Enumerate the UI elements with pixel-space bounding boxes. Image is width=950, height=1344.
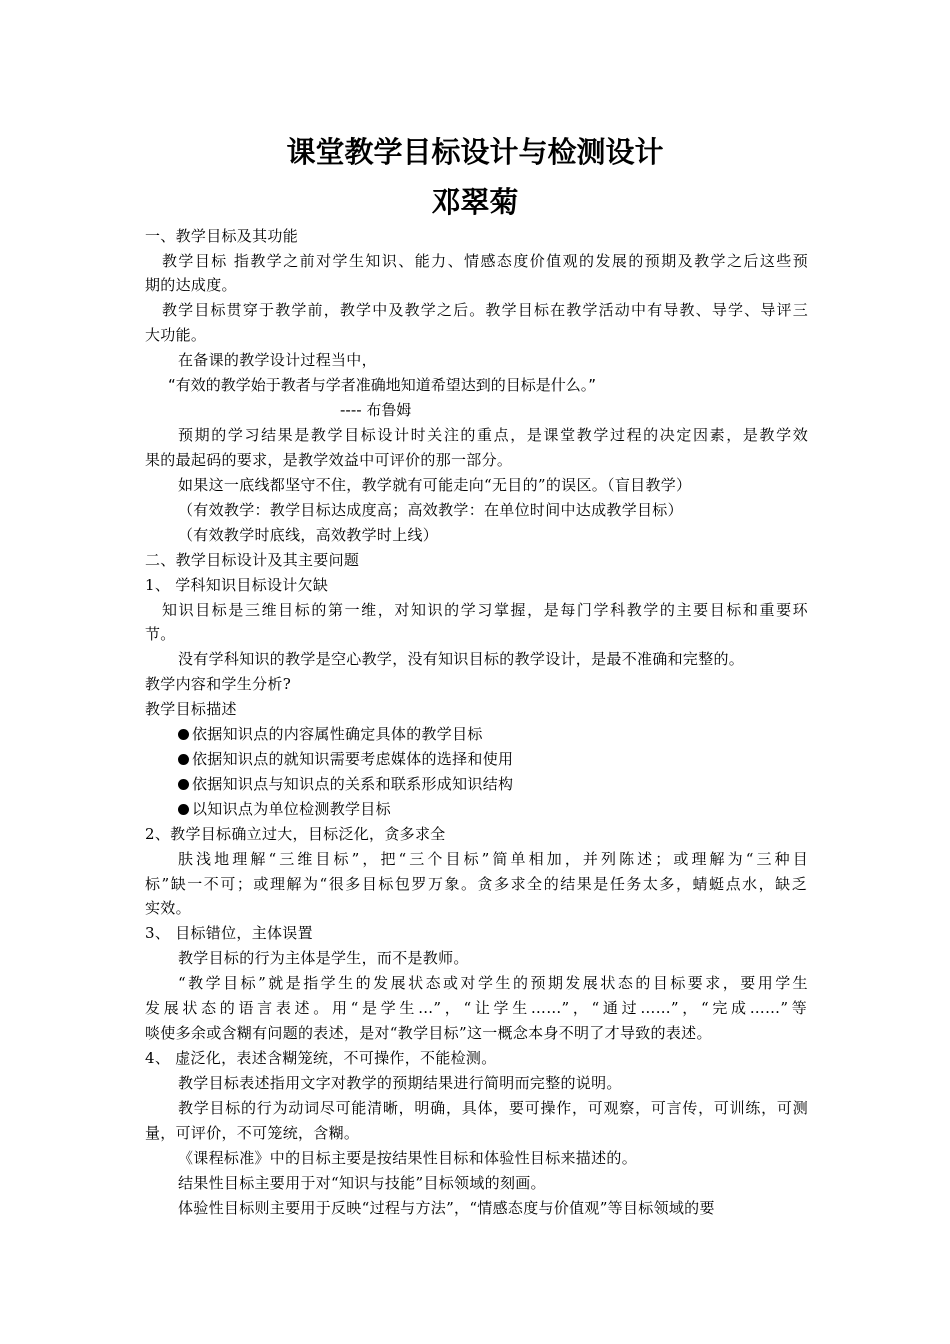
paragraph-line: （有效教学：教学目标达成度高；高效教学：在单位时间中达成教学目标） <box>178 501 683 519</box>
paragraph-line: 量，可评价，不可笼统，含糊。 <box>145 1124 360 1142</box>
paragraph-line: 实效。 <box>145 899 191 917</box>
subsection-heading: 2、教学目标确立过大，目标泛化，贪多求全 <box>145 825 446 843</box>
paragraph-line: 结果性目标主要用于对“知识与技能”目标领域的刻画。 <box>178 1174 546 1192</box>
document-author: 邓翠菊 <box>431 185 519 219</box>
bullet-text: 以知识点为单位检测教学目标 <box>192 800 391 818</box>
paragraph-line: 没有学科知识的教学是空心教学，没有知识目标的教学设计，是最不准确和完整的。 <box>178 650 745 668</box>
bullet-text: 依据知识点的内容属性确定具体的教学目标 <box>192 725 483 743</box>
paragraph-line: 教学目标描述 <box>145 700 237 718</box>
paragraph-line: 肤浅地理解“三维目标”，把“三个目标”简单相加，并列陈述；或理解为“三种目 <box>178 850 808 868</box>
paragraph-line: 教学目标贯穿于教学前，教学中及教学之后。教学目标在教学活动中有导教、导学、导评三 <box>162 301 808 319</box>
paragraph-line: 教学目标的行为主体是学生，而不是教师。 <box>178 949 469 967</box>
bullet-item <box>178 773 843 795</box>
bullet-item <box>178 723 843 745</box>
quote-line: “有效的教学始于教者与学者准确地知道希望达到的目标是什么。” <box>168 376 597 394</box>
paragraph-line: 教学内容和学生分析? <box>145 675 292 693</box>
section-heading: 一、教学目标及其功能 <box>145 227 299 245</box>
paragraph-line: 体验性目标则主要用于反映“过程与方法”，“情感态度与价值观”等目标领域的要 <box>178 1199 715 1217</box>
paragraph-line: 标”缺一不可；或理解为“很多目标包罗万象。贪多求全的结果是任务太多，蜻蜓点水，缺乏 <box>145 875 807 893</box>
paragraph-line: 在备课的教学设计过程当中， <box>178 351 377 369</box>
paragraph-line: 《课程标准》中的目标主要是按结果性目标和体验性目标来描述的。 <box>178 1149 638 1167</box>
bullet-text: 依据知识点与知识点的关系和联系形成知识结构 <box>192 775 514 793</box>
paragraph-line: 教学目标的行为动词尽可能清晰，明确，具体，要可操作，可观察，可言传，可训练，可测 <box>178 1099 808 1117</box>
paragraph-line: 啖使多余或含糊有问题的表述，是对“教学目标”这一概念本身不明了才导致的表述。 <box>145 1024 712 1042</box>
quote-attribution: ---- 布鲁姆 <box>340 401 412 419</box>
bullet-item <box>178 798 843 820</box>
bullet-item <box>178 748 843 770</box>
bullet-icon <box>178 754 189 765</box>
bullet-icon <box>178 804 189 815</box>
subsection-heading: 4、 虚泛化，表述含糊笼统，不可操作，不能检测。 <box>145 1049 497 1067</box>
paragraph-line: 发展状态的语言表述。用“是学生…”，“让学生……”，“通过……”，“完成……”等 <box>145 999 807 1017</box>
bullet-icon <box>178 779 189 790</box>
paragraph-line: 节。 <box>145 625 176 643</box>
subsection-heading: 1、 学科知识目标设计欠缺 <box>145 576 329 594</box>
paragraph-line: 如果这一底线都坚守不住，教学就有可能走向“无目的”的误区。（盲目教学） <box>178 476 692 494</box>
bullet-icon <box>178 729 189 740</box>
subsection-heading: 3、 目标错位，主体误置 <box>145 924 313 942</box>
paragraph-line: 大功能。 <box>145 326 207 344</box>
paragraph-line: “教学目标”就是指学生的发展状态或对学生的预期发展状态的目标要求，要用学生 <box>178 974 808 992</box>
paragraph-line: 果的最起码的要求，是教学效益中可评价的那一部分。 <box>145 451 513 469</box>
paragraph-line: （有效教学时底线，高效教学时上线） <box>178 526 439 544</box>
section-heading: 二、教学目标设计及其主要问题 <box>145 551 360 569</box>
paragraph-line: 教学目标 指教学之前对学生知识、能力、情感态度价值观的发展的预期及教学之后这些预 <box>162 252 808 270</box>
paragraph-line: 知识目标是三维目标的第一维，对知识的学习掌握，是每门学科教学的主要目标和重要环 <box>162 601 808 619</box>
bullet-text: 依据知识点的就知识需要考虑媒体的选择和使用 <box>192 750 514 768</box>
paragraph-line: 预期的学习结果是教学目标设计时关注的重点，是课堂教学过程的决定因素，是教学效 <box>178 426 808 444</box>
document-title: 课堂教学目标设计与检测设计 <box>286 135 664 169</box>
paragraph-line: 期的达成度。 <box>145 276 237 294</box>
paragraph-line: 教学目标表述指用文字对教学的预期结果进行简明而完整的说明。 <box>178 1074 622 1092</box>
